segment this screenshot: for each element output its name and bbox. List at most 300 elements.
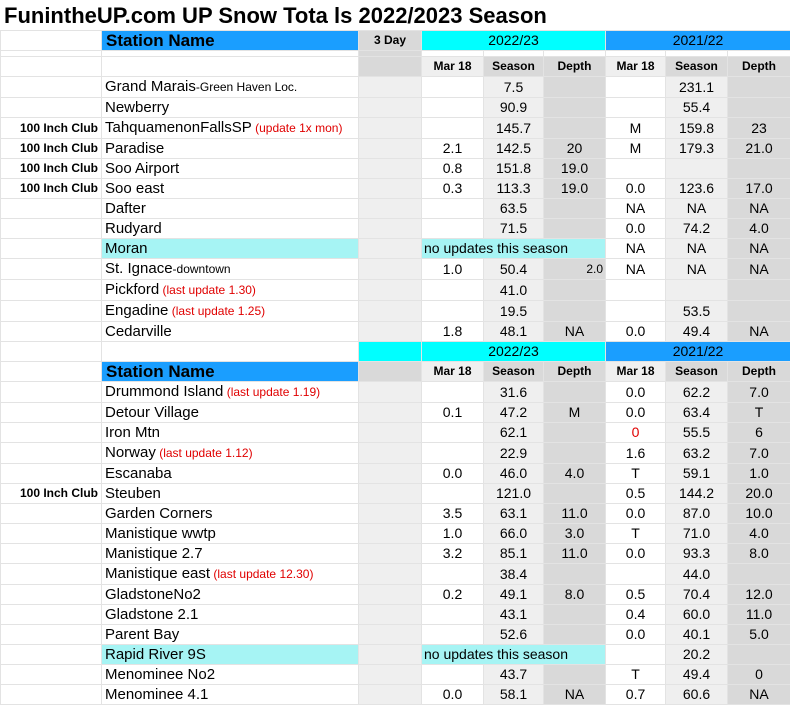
three-day-cell[interactable] xyxy=(359,564,422,585)
season-2122-cell[interactable]: 179.3 xyxy=(666,139,728,159)
season-2122-cell[interactable]: 70.4 xyxy=(666,585,728,605)
club-label[interactable]: 100 Inch Club xyxy=(1,179,102,199)
season-2122-cell[interactable]: 123.6 xyxy=(666,179,728,199)
station-name-cell[interactable] xyxy=(102,443,359,464)
club-label[interactable] xyxy=(1,280,102,301)
three-day-cell[interactable] xyxy=(359,605,422,625)
depth-2223-cell[interactable] xyxy=(544,625,606,645)
mar18-2122-cell[interactable]: 0.0 xyxy=(606,544,666,564)
mar18-2223-cell[interactable]: 0.8 xyxy=(422,159,484,179)
mar18-2223-cell[interactable]: 3.5 xyxy=(422,504,484,524)
season-2122-cell[interactable]: 63.2 xyxy=(666,443,728,464)
season-2223-cell[interactable]: 66.0 xyxy=(484,524,544,544)
season-2122-cell[interactable]: 144.2 xyxy=(666,484,728,504)
season-2122-cell[interactable]: 40.1 xyxy=(666,625,728,645)
mar18-2122-cell[interactable]: 0.7 xyxy=(606,685,666,705)
season-2223-cell[interactable]: 7.5 xyxy=(484,77,544,98)
mar18-2122-cell[interactable]: 0.0 xyxy=(606,219,666,239)
season-2122-cell[interactable]: 93.3 xyxy=(666,544,728,564)
depth-2223-cell[interactable] xyxy=(544,199,606,219)
depth-2122-cell[interactable] xyxy=(728,564,790,585)
season-2223-cell[interactable]: 63.1 xyxy=(484,504,544,524)
club-label[interactable]: 100 Inch Club xyxy=(1,118,102,139)
three-day-cell[interactable] xyxy=(359,77,422,98)
mar18-2223-cell[interactable] xyxy=(422,98,484,118)
club-label[interactable] xyxy=(1,219,102,239)
no-updates-cell[interactable]: no updates this season xyxy=(422,239,606,259)
depth-2223-cell[interactable]: 3.0 xyxy=(544,524,606,544)
season-2223-cell[interactable]: 49.1 xyxy=(484,585,544,605)
depth-2122-cell[interactable] xyxy=(728,77,790,98)
station-name-cell[interactable] xyxy=(102,524,359,544)
depth-2223-cell[interactable] xyxy=(544,77,606,98)
season-2122-cell[interactable] xyxy=(666,159,728,179)
three-day-cell[interactable] xyxy=(359,585,422,605)
depth-2122-cell[interactable]: 6 xyxy=(728,423,790,443)
season-2122-cell[interactable]: 62.2 xyxy=(666,382,728,403)
depth-2122-cell[interactable]: 5.0 xyxy=(728,625,790,645)
three-day-cell[interactable] xyxy=(359,382,422,403)
depth-2223-cell[interactable]: NA xyxy=(544,685,606,705)
depth-2223-cell[interactable] xyxy=(544,382,606,403)
station-name-cell[interactable] xyxy=(102,382,359,403)
depth-2223-cell[interactable]: 19.0 xyxy=(544,159,606,179)
three-day-cell[interactable] xyxy=(359,118,422,139)
season-2223-cell[interactable]: 43.1 xyxy=(484,605,544,625)
col-depth-2122[interactable]: Depth xyxy=(728,362,790,382)
season-2223-cell[interactable]: 63.5 xyxy=(484,199,544,219)
club-label[interactable] xyxy=(1,98,102,118)
mar18-2122-cell[interactable]: M xyxy=(606,139,666,159)
subheader-empty-cell[interactable] xyxy=(1,57,102,77)
station-name-cell[interactable] xyxy=(102,665,359,685)
mar18-2223-cell[interactable] xyxy=(422,605,484,625)
station-name-cell[interactable] xyxy=(102,544,359,564)
station-name-cell[interactable] xyxy=(102,685,359,705)
depth-2223-cell[interactable]: 8.0 xyxy=(544,585,606,605)
mar18-2223-cell[interactable] xyxy=(422,443,484,464)
col-mar18-2122[interactable]: Mar 18 xyxy=(606,57,666,77)
mar18-2122-cell[interactable]: T xyxy=(606,464,666,484)
mar18-2223-cell[interactable] xyxy=(422,564,484,585)
depth-2223-cell[interactable]: 2.0 xyxy=(544,259,606,280)
station-name-cell[interactable] xyxy=(102,504,359,524)
depth-2122-cell[interactable]: 7.0 xyxy=(728,443,790,464)
mar18-2223-cell[interactable] xyxy=(422,199,484,219)
three-day-cell[interactable] xyxy=(359,504,422,524)
three-day-cell[interactable] xyxy=(359,322,422,342)
table-row xyxy=(1,585,790,605)
season-2122-cell[interactable]: NA xyxy=(666,259,728,280)
subheader-empty-cell[interactable] xyxy=(1,362,102,382)
season-2223-cell[interactable]: 71.5 xyxy=(484,219,544,239)
season-2122-cell[interactable]: 55.5 xyxy=(666,423,728,443)
col-mar18-2223[interactable]: Mar 18 xyxy=(422,362,484,382)
mar18-2122-cell[interactable] xyxy=(606,564,666,585)
mar18-2122-cell[interactable]: 0.0 xyxy=(606,322,666,342)
mar18-2122-cell[interactable]: NA xyxy=(606,199,666,219)
depth-2223-cell[interactable]: NA xyxy=(544,322,606,342)
no-updates-cell[interactable]: no updates this season xyxy=(422,645,606,665)
club-label[interactable] xyxy=(1,239,102,259)
season-2122-cell[interactable]: 55.4 xyxy=(666,98,728,118)
mar18-2122-cell[interactable]: 0.0 xyxy=(606,625,666,645)
depth-2223-cell[interactable] xyxy=(544,443,606,464)
season-2022-23-header[interactable]: 2022/23 xyxy=(422,342,606,362)
station-name-cell[interactable] xyxy=(102,219,359,239)
depth-2223-cell[interactable]: 19.0 xyxy=(544,179,606,199)
station-name-cell[interactable] xyxy=(102,301,359,322)
table-row xyxy=(1,139,790,159)
club-label[interactable] xyxy=(1,443,102,464)
mar18-2122-cell[interactable] xyxy=(606,159,666,179)
club-label[interactable] xyxy=(1,685,102,705)
season-2122-cell[interactable]: 44.0 xyxy=(666,564,728,585)
col-depth-2122[interactable]: Depth xyxy=(728,57,790,77)
station-name-header[interactable]: Station Name xyxy=(102,362,359,382)
season-2223-cell[interactable]: 46.0 xyxy=(484,464,544,484)
depth-2122-cell[interactable] xyxy=(728,301,790,322)
club-label[interactable] xyxy=(1,259,102,280)
three-day-cell[interactable] xyxy=(359,159,422,179)
station-name-cell[interactable] xyxy=(102,464,359,484)
three-day-cell[interactable] xyxy=(359,199,422,219)
header-empty-cell[interactable] xyxy=(1,342,102,362)
season-2223-cell[interactable]: 151.8 xyxy=(484,159,544,179)
station-name-cell[interactable] xyxy=(102,118,359,139)
mar18-2223-cell[interactable] xyxy=(422,118,484,139)
season-2122-cell[interactable]: 231.1 xyxy=(666,77,728,98)
season-2223-cell[interactable]: 38.4 xyxy=(484,564,544,585)
club-label[interactable] xyxy=(1,464,102,484)
club-label[interactable]: 100 Inch Club xyxy=(1,139,102,159)
three-day-cell[interactable] xyxy=(359,423,422,443)
mar18-2122-cell[interactable]: 0.0 xyxy=(606,382,666,403)
depth-2122-cell[interactable]: 1.0 xyxy=(728,464,790,484)
depth-2122-cell[interactable]: 17.0 xyxy=(728,179,790,199)
mar18-2122-cell[interactable]: T xyxy=(606,665,666,685)
station-name: GladstoneNo2 xyxy=(105,586,201,603)
col-mar18-2223[interactable]: Mar 18 xyxy=(422,57,484,77)
season-2223-cell[interactable]: 43.7 xyxy=(484,665,544,685)
season-2122-cell[interactable]: 159.8 xyxy=(666,118,728,139)
depth-2122-cell[interactable]: 20.0 xyxy=(728,484,790,504)
subheader-blank[interactable] xyxy=(359,362,422,382)
station-name-cell[interactable] xyxy=(102,403,359,423)
club-label[interactable] xyxy=(1,403,102,423)
mar18-2122-cell[interactable] xyxy=(606,301,666,322)
depth-2122-cell[interactable]: 12.0 xyxy=(728,585,790,605)
mar18-2223-cell[interactable]: 1.0 xyxy=(422,524,484,544)
station-name-cell[interactable] xyxy=(102,625,359,645)
station-name-cell[interactable] xyxy=(102,139,359,159)
depth-2223-cell[interactable]: 11.0 xyxy=(544,544,606,564)
station-name: Engadine xyxy=(105,302,168,319)
depth-2223-cell[interactable] xyxy=(544,665,606,685)
mar18-2122-cell[interactable] xyxy=(606,645,666,665)
season-2022-23-header[interactable]: 2022/23 xyxy=(422,31,606,51)
mar18-2122-cell[interactable]: 1.6 xyxy=(606,443,666,464)
depth-2122-cell[interactable]: 0 xyxy=(728,665,790,685)
three-day-cell[interactable] xyxy=(359,524,422,544)
mar18-2223-cell[interactable] xyxy=(422,382,484,403)
mar18-2223-cell[interactable]: 2.1 xyxy=(422,139,484,159)
season-2223-cell[interactable]: 52.6 xyxy=(484,625,544,645)
subheader-empty-cell[interactable] xyxy=(102,57,359,77)
club-label[interactable] xyxy=(1,382,102,403)
season-2223-cell[interactable]: 142.5 xyxy=(484,139,544,159)
mar18-2223-cell[interactable] xyxy=(422,665,484,685)
station-name-cell[interactable] xyxy=(102,605,359,625)
table-row xyxy=(1,219,790,239)
club-label[interactable]: 100 Inch Club xyxy=(1,484,102,504)
depth-2223-cell[interactable]: M xyxy=(544,403,606,423)
mar18-2223-cell[interactable]: 0.1 xyxy=(422,403,484,423)
season-2223-cell[interactable]: 90.9 xyxy=(484,98,544,118)
three-day-cell[interactable] xyxy=(359,139,422,159)
mar18-2122-cell[interactable]: NA xyxy=(606,239,666,259)
season-2223-cell[interactable]: 41.0 xyxy=(484,280,544,301)
station-name-cell[interactable] xyxy=(102,280,359,301)
season-2122-cell[interactable]: 49.4 xyxy=(666,322,728,342)
season-2223-cell[interactable]: 58.1 xyxy=(484,685,544,705)
club-label[interactable] xyxy=(1,665,102,685)
station-name-cell[interactable] xyxy=(102,322,359,342)
three-day-cell[interactable] xyxy=(359,544,422,564)
depth-2122-cell[interactable]: NA xyxy=(728,259,790,280)
depth-2223-cell[interactable] xyxy=(544,423,606,443)
subheader-blank[interactable] xyxy=(359,57,422,77)
col-depth-2223[interactable]: Depth xyxy=(544,57,606,77)
season-2122-cell[interactable]: 59.1 xyxy=(666,464,728,484)
mar18-2223-cell[interactable]: 1.8 xyxy=(422,322,484,342)
depth-2122-cell[interactable] xyxy=(728,159,790,179)
three-day-cell[interactable] xyxy=(359,280,422,301)
table-row xyxy=(1,443,790,464)
club-label[interactable] xyxy=(1,605,102,625)
three-day-cell[interactable] xyxy=(359,239,422,259)
three-day-cell[interactable] xyxy=(359,259,422,280)
three-day-cell[interactable] xyxy=(359,464,422,484)
mar18-2223-cell[interactable]: 0.0 xyxy=(422,464,484,484)
mar18-2223-cell[interactable]: 1.0 xyxy=(422,259,484,280)
station-name: Gladstone 2.1 xyxy=(105,606,198,623)
season-2122-cell[interactable]: NA xyxy=(666,239,728,259)
club-label[interactable] xyxy=(1,544,102,564)
snow-totals-table xyxy=(0,30,790,705)
depth-2122-cell[interactable]: NA xyxy=(728,685,790,705)
depth-2122-cell[interactable]: NA xyxy=(728,239,790,259)
club-label[interactable] xyxy=(1,301,102,322)
season-2122-cell[interactable]: 49.4 xyxy=(666,665,728,685)
depth-2122-cell[interactable]: 4.0 xyxy=(728,524,790,544)
station-name-cell[interactable] xyxy=(102,259,359,280)
station-name-cell[interactable] xyxy=(102,484,359,504)
table-row xyxy=(1,322,790,342)
club-label[interactable] xyxy=(1,77,102,98)
three-day-cell[interactable] xyxy=(359,403,422,423)
mar18-2122-cell[interactable]: 0.0 xyxy=(606,179,666,199)
mar18-2223-cell[interactable] xyxy=(422,301,484,322)
three-day-cell[interactable] xyxy=(359,625,422,645)
depth-2223-cell[interactable]: 4.0 xyxy=(544,464,606,484)
mar18-2122-cell[interactable]: 0.4 xyxy=(606,605,666,625)
mar18-2122-cell[interactable]: T xyxy=(606,524,666,544)
mar18-2122-cell[interactable]: 0.5 xyxy=(606,484,666,504)
season-2122-cell[interactable]: 71.0 xyxy=(666,524,728,544)
three-day-cell[interactable] xyxy=(359,665,422,685)
station-name: Pickford xyxy=(105,281,159,298)
mar18-2223-cell[interactable] xyxy=(422,280,484,301)
mar18-2223-cell[interactable] xyxy=(422,625,484,645)
three-day-cell[interactable] xyxy=(359,219,422,239)
col-season-2122[interactable]: Season xyxy=(666,57,728,77)
mar18-2122-cell[interactable] xyxy=(606,77,666,98)
depth-2122-cell[interactable] xyxy=(728,645,790,665)
season-2021-22-header[interactable]: 2021/22 xyxy=(606,31,790,51)
station-name-cell[interactable] xyxy=(102,179,359,199)
depth-2122-cell[interactable] xyxy=(728,98,790,118)
depth-2223-cell[interactable]: 20 xyxy=(544,139,606,159)
season-2223-cell[interactable]: 31.6 xyxy=(484,382,544,403)
depth-2122-cell[interactable]: 8.0 xyxy=(728,544,790,564)
three-day-cell[interactable] xyxy=(359,484,422,504)
station-name: Manistique 2.7 xyxy=(105,545,203,562)
mar18-2223-cell[interactable] xyxy=(422,219,484,239)
col-season-2122[interactable]: Season xyxy=(666,362,728,382)
season-2223-cell[interactable]: 113.3 xyxy=(484,179,544,199)
station-name-cell[interactable] xyxy=(102,199,359,219)
depth-2122-cell[interactable]: T xyxy=(728,403,790,423)
depth-2223-cell[interactable]: 11.0 xyxy=(544,504,606,524)
mar18-2223-cell[interactable]: 3.2 xyxy=(422,544,484,564)
club-label[interactable] xyxy=(1,585,102,605)
depth-2122-cell[interactable]: 21.0 xyxy=(728,139,790,159)
station-name-cell[interactable] xyxy=(102,585,359,605)
depth-2223-cell[interactable] xyxy=(544,564,606,585)
season-2122-cell[interactable]: 60.6 xyxy=(666,685,728,705)
header-empty-cell[interactable] xyxy=(1,31,102,51)
club-label[interactable] xyxy=(1,564,102,585)
season-2122-cell[interactable]: NA xyxy=(666,199,728,219)
depth-2122-cell[interactable]: 23 xyxy=(728,118,790,139)
station-name-cell[interactable] xyxy=(102,239,359,259)
season-2223-cell[interactable]: 48.1 xyxy=(484,322,544,342)
col-mar18-2122[interactable]: Mar 18 xyxy=(606,362,666,382)
club-label[interactable] xyxy=(1,524,102,544)
station-name-cell[interactable] xyxy=(102,98,359,118)
club-label[interactable] xyxy=(1,423,102,443)
mar18-2122-cell[interactable]: 0.0 xyxy=(606,504,666,524)
mar18-2122-cell[interactable]: 0 xyxy=(606,423,666,443)
season-2223-cell[interactable]: 85.1 xyxy=(484,544,544,564)
col-season-2223[interactable]: Season xyxy=(484,362,544,382)
season-2122-cell[interactable] xyxy=(666,280,728,301)
season-2122-cell[interactable]: 53.5 xyxy=(666,301,728,322)
mar18-2122-cell[interactable]: 0.5 xyxy=(606,585,666,605)
season-2122-cell[interactable]: 60.0 xyxy=(666,605,728,625)
depth-2122-cell[interactable]: NA xyxy=(728,322,790,342)
club-label[interactable] xyxy=(1,645,102,665)
three-day-cell[interactable] xyxy=(359,179,422,199)
three-day-cell[interactable] xyxy=(359,301,422,322)
mar18-2122-cell[interactable]: NA xyxy=(606,259,666,280)
station-name-cell[interactable] xyxy=(102,77,359,98)
mar18-2122-cell[interactable] xyxy=(606,98,666,118)
col-depth-2223[interactable]: Depth xyxy=(544,362,606,382)
station-name: St. Ignace xyxy=(105,260,173,277)
station-name-cell[interactable] xyxy=(102,645,359,665)
depth-2122-cell[interactable]: 7.0 xyxy=(728,382,790,403)
season-2021-22-header[interactable]: 2021/22 xyxy=(606,342,790,362)
table-row xyxy=(1,301,790,322)
mar18-2223-cell[interactable]: 0.0 xyxy=(422,685,484,705)
mar18-2223-cell[interactable] xyxy=(422,77,484,98)
depth-2122-cell[interactable] xyxy=(728,280,790,301)
mar18-2223-cell[interactable] xyxy=(422,423,484,443)
club-label[interactable] xyxy=(1,504,102,524)
season-2223-cell[interactable]: 145.7 xyxy=(484,118,544,139)
season-2223-cell[interactable]: 22.9 xyxy=(484,443,544,464)
club-label[interactable] xyxy=(1,199,102,219)
depth-2122-cell[interactable]: 10.0 xyxy=(728,504,790,524)
depth-2223-cell[interactable] xyxy=(544,280,606,301)
depth-2223-cell[interactable] xyxy=(544,605,606,625)
three-day-cell[interactable] xyxy=(359,443,422,464)
station-name: Rapid River 9S xyxy=(105,646,206,663)
club-label[interactable] xyxy=(1,625,102,645)
mar18-2122-cell[interactable]: M xyxy=(606,118,666,139)
depth-2223-cell[interactable] xyxy=(544,484,606,504)
three-day-header[interactable]: 3 Day xyxy=(359,31,422,51)
depth-2122-cell[interactable]: NA xyxy=(728,199,790,219)
three-day-cell[interactable] xyxy=(359,98,422,118)
season-2223-cell[interactable]: 19.5 xyxy=(484,301,544,322)
header-cyan-blank[interactable] xyxy=(359,342,422,362)
season-2122-cell[interactable]: 20.2 xyxy=(666,645,728,665)
mar18-2122-cell[interactable] xyxy=(606,280,666,301)
season-2223-cell[interactable]: 121.0 xyxy=(484,484,544,504)
depth-2122-cell[interactable]: 11.0 xyxy=(728,605,790,625)
season-2223-cell[interactable]: 62.1 xyxy=(484,423,544,443)
mar18-2223-cell[interactable] xyxy=(422,484,484,504)
station-name: Escanaba xyxy=(105,465,172,482)
three-day-cell[interactable] xyxy=(359,685,422,705)
depth-2122-cell[interactable]: 4.0 xyxy=(728,219,790,239)
club-label[interactable] xyxy=(1,322,102,342)
depth-2223-cell[interactable] xyxy=(544,118,606,139)
depth-2223-cell[interactable] xyxy=(544,301,606,322)
station-name-header[interactable]: Station Name xyxy=(102,31,359,51)
header-empty-cell[interactable] xyxy=(102,342,359,362)
depth-2223-cell[interactable] xyxy=(544,98,606,118)
station-name-cell[interactable] xyxy=(102,423,359,443)
season-2223-cell[interactable]: 50.4 xyxy=(484,259,544,280)
season-2122-cell[interactable]: 87.0 xyxy=(666,504,728,524)
mar18-2223-cell[interactable]: 0.3 xyxy=(422,179,484,199)
col-season-2223[interactable]: Season xyxy=(484,57,544,77)
mar18-2223-cell[interactable]: 0.2 xyxy=(422,585,484,605)
three-day-cell[interactable] xyxy=(359,645,422,665)
station-name-cell[interactable] xyxy=(102,564,359,585)
mar18-2122-cell[interactable]: 0.0 xyxy=(606,403,666,423)
season-2122-cell[interactable]: 63.4 xyxy=(666,403,728,423)
depth-2223-cell[interactable] xyxy=(544,219,606,239)
season-2223-cell[interactable]: 47.2 xyxy=(484,403,544,423)
club-label[interactable]: 100 Inch Club xyxy=(1,159,102,179)
season-2122-cell[interactable]: 74.2 xyxy=(666,219,728,239)
station-name-cell[interactable] xyxy=(102,159,359,179)
